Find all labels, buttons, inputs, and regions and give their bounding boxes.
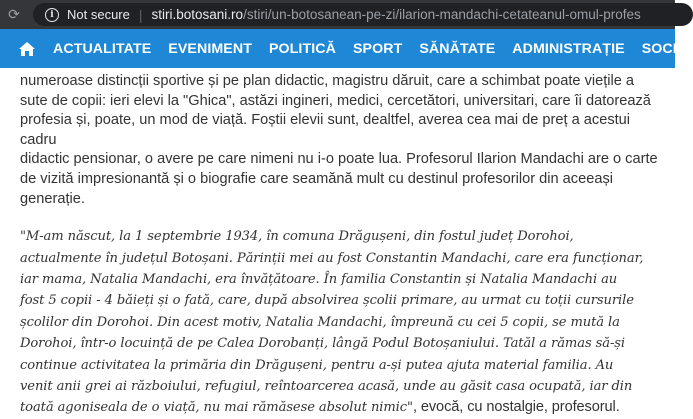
browser-address-bar (0, 0, 675, 29)
nav-item-actualitate[interactable]: ACTUALITATE (53, 40, 152, 57)
nav-item-politica[interactable]: POLITICĂ (268, 40, 336, 57)
paragraph-line: sute de copii: ieri elevi la "Ghica", astăzi ingineri, medici, cercetători, universitari, care îi datorează (20, 92, 651, 109)
omnibox[interactable] (33, 3, 693, 26)
article-quote (20, 226, 670, 419)
reload-icon[interactable]: ⟳ (8, 6, 20, 23)
quote-line: iar mama, Natalia Mandachi, era învățătoare. În familia Constantin și Natalia Mandachi au (20, 271, 618, 287)
nav-item-sport[interactable]: SPORT (352, 40, 403, 57)
nav-item-sanatate[interactable]: SĂNĂTATE (419, 40, 496, 57)
article-body (20, 68, 670, 419)
url-host[interactable]: stiri.botosani.ro (151, 7, 244, 22)
paragraph-line: generație. (20, 190, 85, 207)
url-path[interactable]: /stiri/un-botosanean-pe-zi/ilarion-mandachi-cetateanul-omul-profes (243, 7, 641, 22)
quote-line: venit anii grei ai războiului, refugiul, reîntoarcerea acasă, unde au găsit casa ocupată, iar din (20, 379, 633, 394)
nav-item-eveniment[interactable]: EVENIMENT (168, 40, 252, 57)
site-nav-bar (0, 29, 688, 68)
quote-line: Dorohoi, într-o locuință de pe Calea Dorobanți, lângă Podul Botoșaniului. Tatăl a rămas să-și (20, 336, 625, 352)
quote-line: școlilor din Dorohoi. Din acest motiv, Natalia Mandachi, împreună cu cei 5 copii, se mută la (20, 314, 620, 330)
nav-item-administratie[interactable]: ADMINISTRAȚIE (512, 40, 625, 57)
quote-line: fost 5 copii - 4 băieți și o fată, care, după absolvirea școlii primare, au urmat cu toții cursurile (20, 293, 634, 309)
paragraph-line: numeroase distincții sportive și pe plan didactic, magistru dăruit, care a schimbat poate viețile a (20, 73, 635, 89)
article-paragraph (20, 72, 670, 209)
quote-attribution: , evocă, cu nostalgie, profesorul. (412, 399, 620, 416)
separator: | (138, 6, 143, 23)
home-icon[interactable] (19, 42, 35, 56)
info-icon[interactable]: i (45, 8, 59, 22)
nav-item-social[interactable]: SOCIA (641, 40, 688, 57)
paragraph-line: didactic pensionar, o avere pe care nimeni nu i-o poate lua. Profesorul Ilarion Mandachi are o carte (20, 151, 658, 168)
quote-line: actualmente în județul Botoșani. Părinții mei au fost Constantin Mandachi, care era funcționar, (20, 250, 644, 266)
quote-line: "M-am născut, la 1 septembrie 1934, în comuna Drăgușeni, din fostul județ Dorohoi, (20, 229, 574, 245)
quote-line: toată agoniseala de o viață, nu mai rămăsese absolut nimic" (20, 400, 413, 416)
quote-line: continue activitatea la primăria din Drăgușeni, pentru a-și putea ajuta material familia. Au (20, 357, 614, 373)
paragraph-line: profesia și, poate, un mod de viață. Foștii elevii sunt, dealtfel, averea cea mai de preț a acestui cadru (20, 112, 631, 148)
paragraph-line: de vizită impresionantă și o biografie care seamănă mult cu destinul profesorilor din aceeași (20, 170, 613, 187)
security-label[interactable]: Not secure (67, 7, 130, 22)
